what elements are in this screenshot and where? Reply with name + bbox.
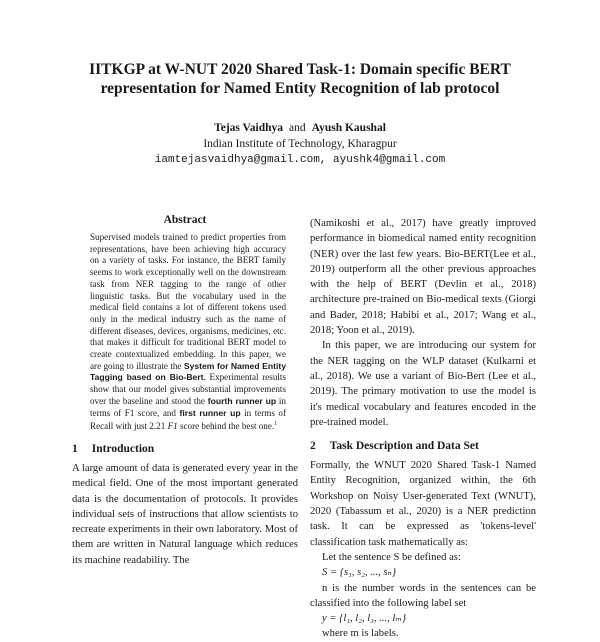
author-1: Tejas Vaidhya [214, 122, 284, 134]
math-line-where: where m is labels. [322, 628, 399, 640]
affiliation: Indian Institute of Technology, Kharagpur [203, 138, 397, 150]
abstract-bold-first: first runner up [179, 407, 241, 418]
math-set-s: S = {s₁, s₂, ..., sₙ} [322, 567, 397, 579]
abstract-bold-system: System for Named Entity Tagging based on Bio-Bert [90, 360, 286, 383]
footnote-mark: 1 [274, 421, 278, 428]
related-work-paragraph: (Namikoshi et al., 2017) have greatly improved performance in biomedical named entity recognition (NER) over the last few years. Bio-BERT(Lee et al., 2019) outperform all the other previous approaches with the help of BERT (Devlin et al., 2018) architecture pre-trained on Bio-medical texts (Giorgi and Bader, 2018; Habibi et al., 2017; Wang et al., 2018; Yoon et al., 2019). [310, 218, 536, 337]
task-paragraph: Formally, the WNUT 2020 Shared Task-1 Named Entity Recognition, organized within, the 6th Workshop on Noisy User-generated Text (WNUT), 2020 (Tabassum et al., 2020) is a NER prediction task. It can be expressed as 'tokens-level' classification task mathematically as: [310, 460, 536, 548]
introduction-paragraph: A large amount of data is generated every year in the medical field. One of the most important generated data is the documentation of protocols. It provides individual sets of instructions that allow scientists to recreate experiments in their own laboratory. Most of them are written in Natural language which reduces its machine readability. The [72, 462, 298, 566]
section-2-heading: 2 Task Description and Data Set [310, 440, 479, 453]
math-set-y: y = {l₁, l₂, l₃, ..., lₘ} [322, 613, 407, 625]
section-1-heading: 1 Introduction [72, 442, 155, 455]
right-column [310, 216, 536, 642]
abstract-text: Supervised models trained to predict properties from representations, have been achieving high accuracy on a variety of tasks. For instance, the BERT family seems to work exceptionally well on the downstream task from NER tagging to the range of other linguistic tasks. But the vocabulary used in the medical field contains a lot of different tokens used only in the medical industry such as the name of different diseases, devices, organisms, medicines, etc. that makes it difficult for traditional BERT model to create contextualized embedding. In this paper, we are going to illustrate the System for Named Entity Tagging based on Bio-Bert. Experimental results show that our model gives substantial improvements over the baseline and stood the fourth runner up in terms of F1 score, and first runner up in terms of Recall with just 2.21 F1 score behind the best one.$^1$ [90, 232, 286, 432]
author-emails: iamtejasvaidhya@gmail.com, ayushk4@gmail.com [154, 154, 446, 166]
math-line-sentence: Let the sentence S be defined as: [322, 551, 461, 563]
title-line-2: representation for Named Entity Recognition of lab protocol [100, 80, 500, 97]
math-line-n: n is the number words in the sentences can be classified into the following label set [310, 582, 536, 609]
author-2: Ayush Kaushal [311, 122, 386, 134]
paper-title [40, 60, 560, 98]
abstract-bold-fourth: fourth runner up [207, 395, 277, 406]
system-paragraph: In this paper, we are introducing our system for the NER tagging on the WLP dataset (Kulkarni et al., 2018). We use a variant of Bio-Bert (Lee et al., 2019). The primary motivation to use the model is it's medical vocabulary and features encoded in the pre-trained model. [310, 340, 536, 428]
author-block [40, 120, 560, 168]
author-separator: and [289, 122, 306, 134]
left-column [72, 214, 298, 568]
title-line-1: IITKGP at W-NUT 2020 Shared Task-1: Domain specific BERT [89, 61, 511, 78]
abstract-heading: Abstract [163, 214, 207, 226]
author-names [40, 120, 560, 136]
